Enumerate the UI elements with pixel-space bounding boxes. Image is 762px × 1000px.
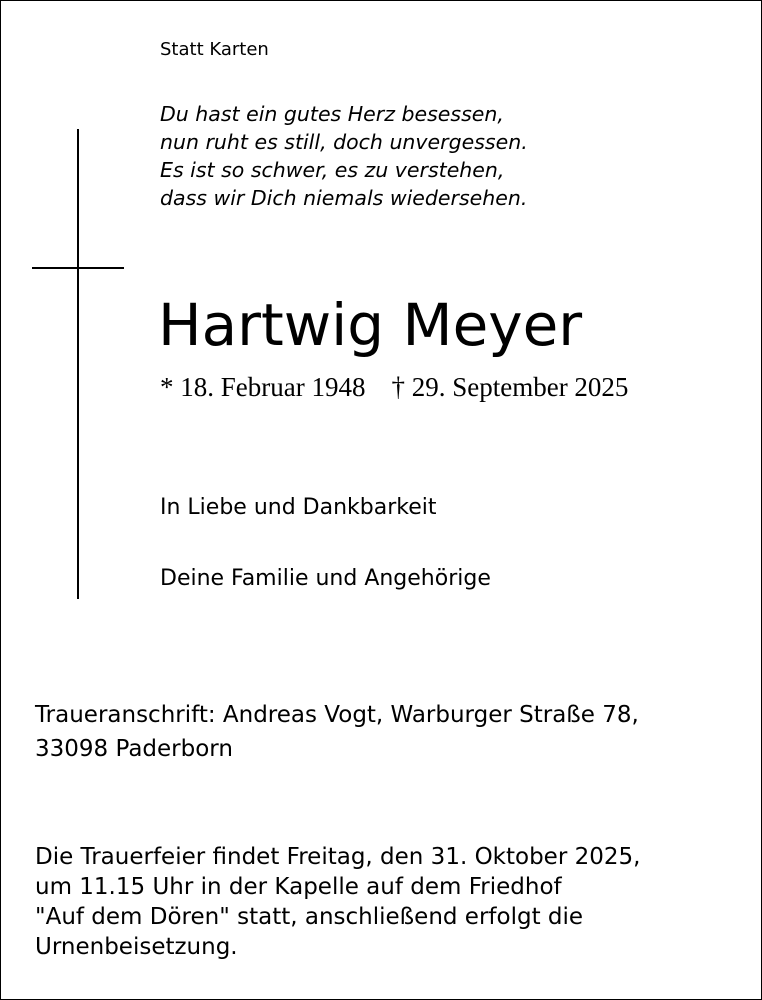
poem-line: dass wir Dich niemals wiedersehen.: [160, 186, 528, 210]
address-line: Traueranschrift: Andreas Vogt, Warburger Straße 78,: [35, 702, 639, 728]
ceremony-info: [35, 842, 640, 962]
ceremony-line: "Auf dem Dören" statt, anschließend erfolgt die: [35, 904, 584, 930]
family-signature: Deine Familie und Angehörige: [160, 566, 491, 591]
cross-icon-crossbar: [32, 267, 124, 269]
ceremony-line: Die Trauerfeier findet Freitag, den 31. Oktober 2025,: [35, 844, 641, 870]
poem: [160, 100, 528, 212]
ceremony-line: Urnenbeisetzung.: [35, 934, 238, 960]
poem-line: nun ruht es still, doch unvergessen.: [160, 130, 528, 154]
poem-line: Es ist so schwer, es zu verstehen,: [160, 158, 505, 182]
life-dates: [160, 370, 628, 404]
cross-icon: [77, 129, 79, 599]
birth-date: * 18. Februar 1948: [160, 372, 366, 402]
death-date: † 29. September 2025: [391, 372, 629, 402]
poem-line: Du hast ein gutes Herz besessen,: [160, 102, 504, 126]
address-line: 33098 Paderborn: [35, 736, 233, 762]
dedication-text: In Liebe und Dankbarkeit: [160, 495, 437, 520]
mourning-address: [35, 698, 639, 766]
deceased-name: Hartwig Meyer: [158, 291, 583, 359]
ceremony-line: um 11.15 Uhr in der Kapelle auf dem Friedhof: [35, 874, 562, 900]
statt-karten-label: Statt Karten: [160, 39, 269, 60]
